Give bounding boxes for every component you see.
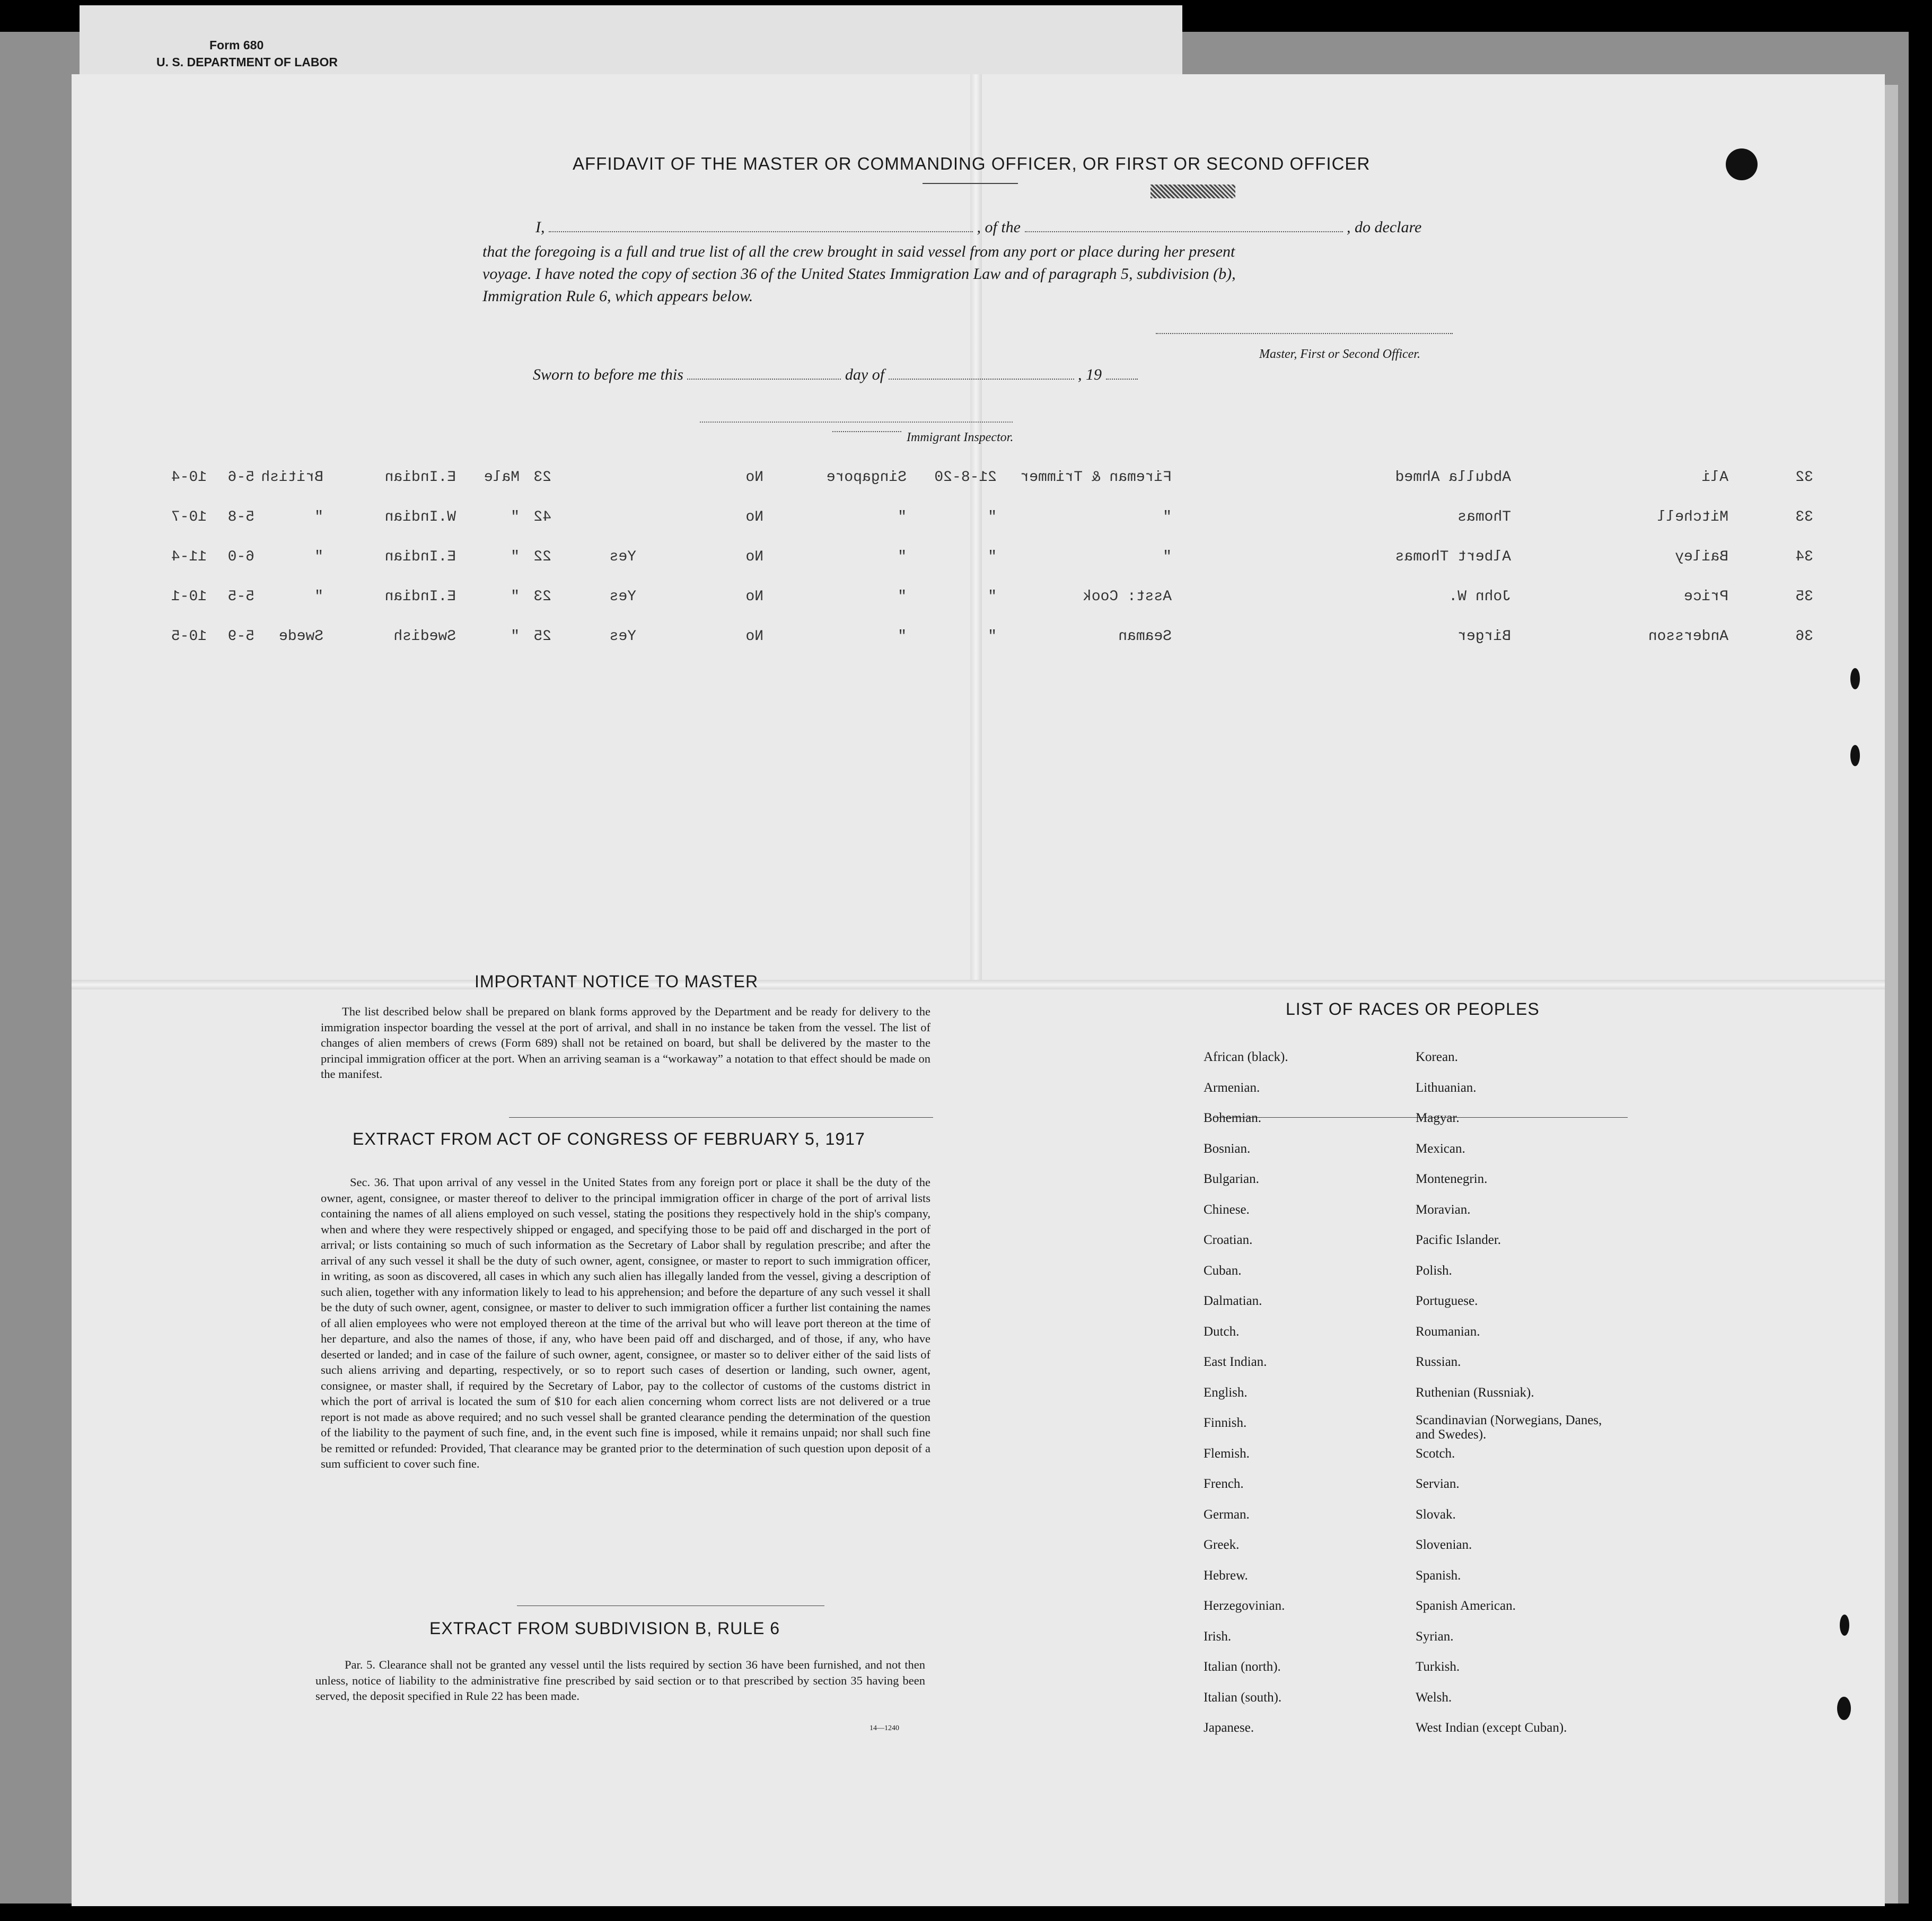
signature-label: Master, First or Second Officer. (1259, 347, 1420, 361)
declaration-line1 (535, 218, 1421, 236)
crew-cell-nationality: Swede (278, 628, 323, 645)
crew-cell-race: Swedish (393, 628, 456, 645)
race-item: East Indian. (1204, 1355, 1267, 1369)
race-item: Slovenian. (1416, 1538, 1472, 1552)
crew-cell-left: 10-5 (171, 628, 207, 645)
form-number: Form 680 (209, 38, 264, 52)
crew-cell-given: Abdulla Ahmed (1395, 469, 1511, 486)
punch-hole (1850, 668, 1860, 689)
crew-cell-port: " (898, 628, 907, 645)
inspector-field[interactable] (832, 431, 901, 432)
act-text: Sec. 36. That upon arrival of any vessel in the United States from any foreign port or place it shall be the duty of the owner, agent, consignee, or master thereof to deliver to the principal immigration officer in charge of the port of arrival lists containing the names of all aliens employed on such vessel, stating the positions they respectively hold in the ship's company, when and where they were respectively shipped or engaged, and specifying those to be paid off and discharged in the port of arrival; or lists containing so much of such information as the Secretary of Labor shall by regulation prescribe; and after the arrival of any such vessel it shall be the duty of such owner, agent, consignee, or master to report to such immigration officer, in writing, as soon as discovered, all cases in which any such alien has illegally landed from the vessel, giving a description of such alien, together with any information likely to lead to his apprehension; and before the departure of any such vessel it shall be the duty of such owner, agent, consignee, or master to deliver to such immigration officer a further list containing the names of all alien employees who were not employed thereon at the time of the arrival but who will leave port thereon at the time of her departure, and also the names of those, if any, who have been paid off and discharged, and of those, if any, who have deserted or landed; and in case of the failure of such owner, agent, consignee, or master so to deliver either of the said lists of such aliens arriving and departing, respectively, or so to report such cases of desertion or landing, such owner, agent, consignee, or master shall, if required by the Secretary of Labor, pay to the collector of customs of the customs district in which the port of arrival is located the sum of $10 for each alien concerning whom correct lists are not delivered or a true report is not made as above required; and no such vessel shall be granted clearance pending the determination of the question of the liability to the payment of such fine, and, in the event such fine is imposed, while it remains unpaid; nor shall such fine be remitted or refunded: Provided, That clearance may be granted prior to the determination of such question upon deposit of a sum sufficient to cover such fine. (321, 1176, 930, 1470)
crew-cell-race: E.Indian (384, 549, 456, 565)
crew-cell-yes: Yes (609, 628, 636, 645)
sworn-year: , 19 (1078, 366, 1102, 383)
crew-cell-port: " (898, 509, 907, 525)
crew-cell-position: Asst: Cook (1082, 589, 1172, 605)
race-item: Roumanian. (1416, 1324, 1480, 1339)
sworn-label: Sworn to before me this (533, 366, 683, 383)
race-item: Dutch. (1204, 1324, 1240, 1339)
crew-cell-height: 5-5 (227, 589, 254, 605)
crew-cell-given: Birger (1457, 628, 1511, 645)
crew-cell-date: 21-8-20 (934, 469, 997, 486)
punch-hole (1850, 745, 1860, 766)
punch-hole (1837, 1697, 1851, 1720)
race-item: Finnish. (1204, 1416, 1247, 1430)
crew-cell-surname: Andersson (1648, 628, 1728, 645)
crew-cell-no: 34 (1795, 549, 1813, 565)
race-item: Dalmatian. (1204, 1294, 1262, 1308)
crew-cell-surname: Mitchell (1657, 509, 1728, 525)
crew-cell-height: 5-8 (227, 509, 254, 525)
rule-title: EXTRACT FROM SUBDIVISION B, RULE 6 (429, 1619, 780, 1638)
race-item: Croatian. (1204, 1233, 1253, 1247)
notice-text: The list described below shall be prepared on blank forms approved by the Department and be ready for delivery to the immigration inspector boarding the vessel at the port of arrival, and shall in no instance be taken from the vessel. The list of changes of alien members of crews (Form 689) shall not be retained on board, but shall be delivered by the master to the principal immigration officer at the port. When an arriving seaman is a “workaway” a notation to that effect should be made on the manifest. (321, 1005, 930, 1081)
crew-cell-no: 32 (1795, 469, 1813, 486)
crew-cell-given: Albert Thomas (1395, 549, 1511, 565)
declaration-line4: Immigration Rule 6, which appears below. (482, 287, 753, 305)
race-item: Irish. (1204, 1629, 1232, 1644)
struck-word (1151, 185, 1235, 198)
notice-title: IMPORTANT NOTICE TO MASTER (475, 972, 759, 991)
crew-cell-position: Seaman (1118, 628, 1172, 645)
crew-cell-height: 5-9 (227, 628, 254, 645)
signature-field[interactable] (1156, 333, 1453, 334)
crew-row (171, 589, 1856, 615)
crew-cell-paid: No (745, 628, 763, 645)
form-code: 14—1240 (870, 1724, 899, 1732)
race-item: Herzegovinian. (1204, 1599, 1285, 1613)
crew-cell-race: W.Indian (384, 509, 456, 525)
crew-row (171, 509, 1856, 536)
crew-cell-age: 23 (533, 469, 551, 486)
sworn-day-field[interactable] (687, 379, 841, 380)
crew-cell-left: 10-7 (171, 509, 207, 525)
crew-cell-race: E.Indian (384, 469, 456, 486)
crew-cell-surname: Bailey (1675, 549, 1728, 565)
race-item: Italian (north). (1204, 1660, 1281, 1674)
races-col2 (1416, 1042, 1617, 1743)
race-item: Bohemian. (1204, 1111, 1262, 1125)
race-item: Mexican. (1416, 1141, 1465, 1156)
race-item: Moravian. (1416, 1202, 1471, 1217)
race-item: Syrian. (1416, 1629, 1454, 1644)
race-item: Chinese. (1204, 1202, 1250, 1217)
crew-cell-left: 10-1 (171, 589, 207, 605)
crew-cell-yes: Yes (609, 549, 636, 565)
race-item: Greek. (1204, 1538, 1240, 1552)
crew-cell-no: 36 (1795, 628, 1813, 645)
race-item: Slovak. (1416, 1507, 1456, 1522)
race-item: Russian. (1416, 1355, 1461, 1369)
race-item: Ruthenian (Russniak). (1416, 1385, 1534, 1400)
act-title: EXTRACT FROM ACT OF CONGRESS OF FEBRUARY 5, 1917 (353, 1129, 865, 1148)
crew-cell-port: " (898, 549, 907, 565)
sworn-line (533, 366, 1138, 384)
crew-cell-position: Fireman & Trimmer (1020, 469, 1172, 486)
race-item: African (black). (1204, 1050, 1288, 1064)
crew-cell-sex: " (511, 509, 520, 525)
punch-hole-top (1726, 148, 1758, 180)
crew-cell-sex: Male (484, 469, 520, 486)
crew-row (171, 628, 1856, 655)
race-item: Turkish. (1416, 1660, 1460, 1674)
crew-cell-date: " (988, 549, 997, 565)
crew-cell-height: 6-0 (227, 549, 254, 565)
crew-cell-position: " (1163, 549, 1172, 565)
crew-cell-paid: No (745, 549, 763, 565)
declaration-line3: voyage. I have noted the copy of section 36 of the United States Immigration Law and of paragraph 5, subdivision (b), (482, 265, 1236, 283)
declaration-line2: that the foregoing is a full and true list of all the crew brought in said vessel from any port or place during her present (482, 243, 1235, 260)
name-field[interactable] (549, 231, 973, 232)
crew-cell-no: 33 (1795, 509, 1813, 525)
crew-cell-nationality: " (314, 549, 323, 565)
notice-rule (509, 1117, 933, 1118)
race-item: Welsh. (1416, 1690, 1452, 1705)
crew-row (171, 469, 1856, 496)
crew-cell-nationality: " (314, 509, 323, 525)
race-item: Italian (south). (1204, 1690, 1282, 1705)
race-item: Flemish. (1204, 1446, 1250, 1461)
crew-cell-age: 42 (533, 509, 551, 525)
race-item: Servian. (1416, 1477, 1460, 1491)
race-item: Spanish. (1416, 1568, 1461, 1583)
crew-cell-no: 35 (1795, 589, 1813, 605)
crew-cell-yes: Yes (609, 589, 636, 605)
crew-cell-age: 25 (533, 628, 551, 645)
vessel-field[interactable] (1025, 231, 1343, 232)
race-item: Spanish American. (1416, 1599, 1516, 1613)
race-item: Korean. (1416, 1050, 1458, 1064)
crew-cell-date: " (988, 509, 997, 525)
crew-cell-sex: " (511, 628, 520, 645)
crew-cell-paid: No (745, 509, 763, 525)
race-item: Cuban. (1204, 1263, 1242, 1278)
crew-cell-age: 22 (533, 549, 551, 565)
sworn-day-of: day of (845, 366, 885, 383)
race-item: Hebrew. (1204, 1568, 1248, 1583)
crew-cell-left: 10-4 (171, 469, 207, 486)
declaration-of-the: , of the (977, 218, 1021, 236)
sworn-year-field[interactable] (1106, 379, 1138, 380)
declaration-end: , do declare (1347, 218, 1422, 236)
crew-cell-sex: " (511, 589, 520, 605)
affidavit-title: AFFIDAVIT OF THE MASTER OR COMMANDING OFFICER, OR FIRST OR SECOND OFFICER (573, 154, 1371, 173)
races-title: LIST OF RACES OR PEOPLES (1286, 999, 1540, 1019)
horizontal-fold (72, 980, 1885, 989)
crew-cell-height: 5-6 (227, 469, 254, 486)
race-item: Pacific Islander. (1416, 1233, 1501, 1247)
page-edge (1885, 85, 1898, 1904)
crew-cell-nationality: British (261, 469, 323, 486)
crew-cell-age: 23 (533, 589, 551, 605)
crew-cell-date: " (988, 589, 997, 605)
crew-cell-nationality: " (314, 589, 323, 605)
inspector-rule (700, 422, 1013, 423)
crew-cell-left: 11-4 (171, 549, 207, 565)
race-item: Bulgarian. (1204, 1172, 1259, 1186)
rule-text: Par. 5. Clearance shall not be granted any vessel until the lists required by section 36 have been furnished, and not then unless, notice of liability to the administrative fine prescribed by said section or to that prescribed by section 35 having been served, the deposit specified in Rule 22 has been made. (315, 1658, 925, 1703)
race-item: Lithuanian. (1416, 1080, 1477, 1095)
race-item: English. (1204, 1385, 1248, 1400)
race-item: Armenian. (1204, 1080, 1260, 1095)
crew-cell-given: Thomas (1457, 509, 1511, 525)
crew-cell-paid: No (745, 469, 763, 486)
crew-cell-surname: Price (1683, 589, 1728, 605)
inspector-label: Immigrant Inspector. (907, 431, 1014, 444)
crew-cell-paid: No (745, 589, 763, 605)
races-col1 (1204, 1042, 1405, 1743)
crew-cell-port: " (898, 589, 907, 605)
race-item: Portuguese. (1416, 1294, 1478, 1308)
crew-cell-race: E.Indian (384, 589, 456, 605)
race-item: Montenegrin. (1416, 1172, 1488, 1186)
crew-cell-position: " (1163, 509, 1172, 525)
crew-cell-sex: " (511, 549, 520, 565)
race-item: Magyar. (1416, 1111, 1460, 1125)
race-item: French. (1204, 1477, 1244, 1491)
punch-hole (1840, 1615, 1849, 1636)
race-item: West Indian (except Cuban). (1416, 1721, 1567, 1735)
title-rule (923, 183, 1018, 184)
crew-cell-given: John W. (1448, 589, 1511, 605)
crew-cell-date: " (988, 628, 997, 645)
crew-cell-surname: Ali (1701, 469, 1728, 486)
race-item: Scandinavian (Norwegians, Danes, and Swedes). (1416, 1413, 1602, 1442)
crew-cell-port: Singapore (826, 469, 907, 486)
race-item: Polish. (1416, 1263, 1452, 1278)
declaration-i: I, (535, 218, 545, 236)
race-item: Scotch. (1416, 1446, 1455, 1461)
crew-row (171, 549, 1856, 575)
sworn-month-field[interactable] (889, 379, 1074, 380)
department-label: U. S. DEPARTMENT OF LABOR (156, 55, 338, 69)
race-item: Japanese. (1204, 1721, 1254, 1735)
race-item: Bosnian. (1204, 1141, 1251, 1156)
race-item: German. (1204, 1507, 1250, 1522)
